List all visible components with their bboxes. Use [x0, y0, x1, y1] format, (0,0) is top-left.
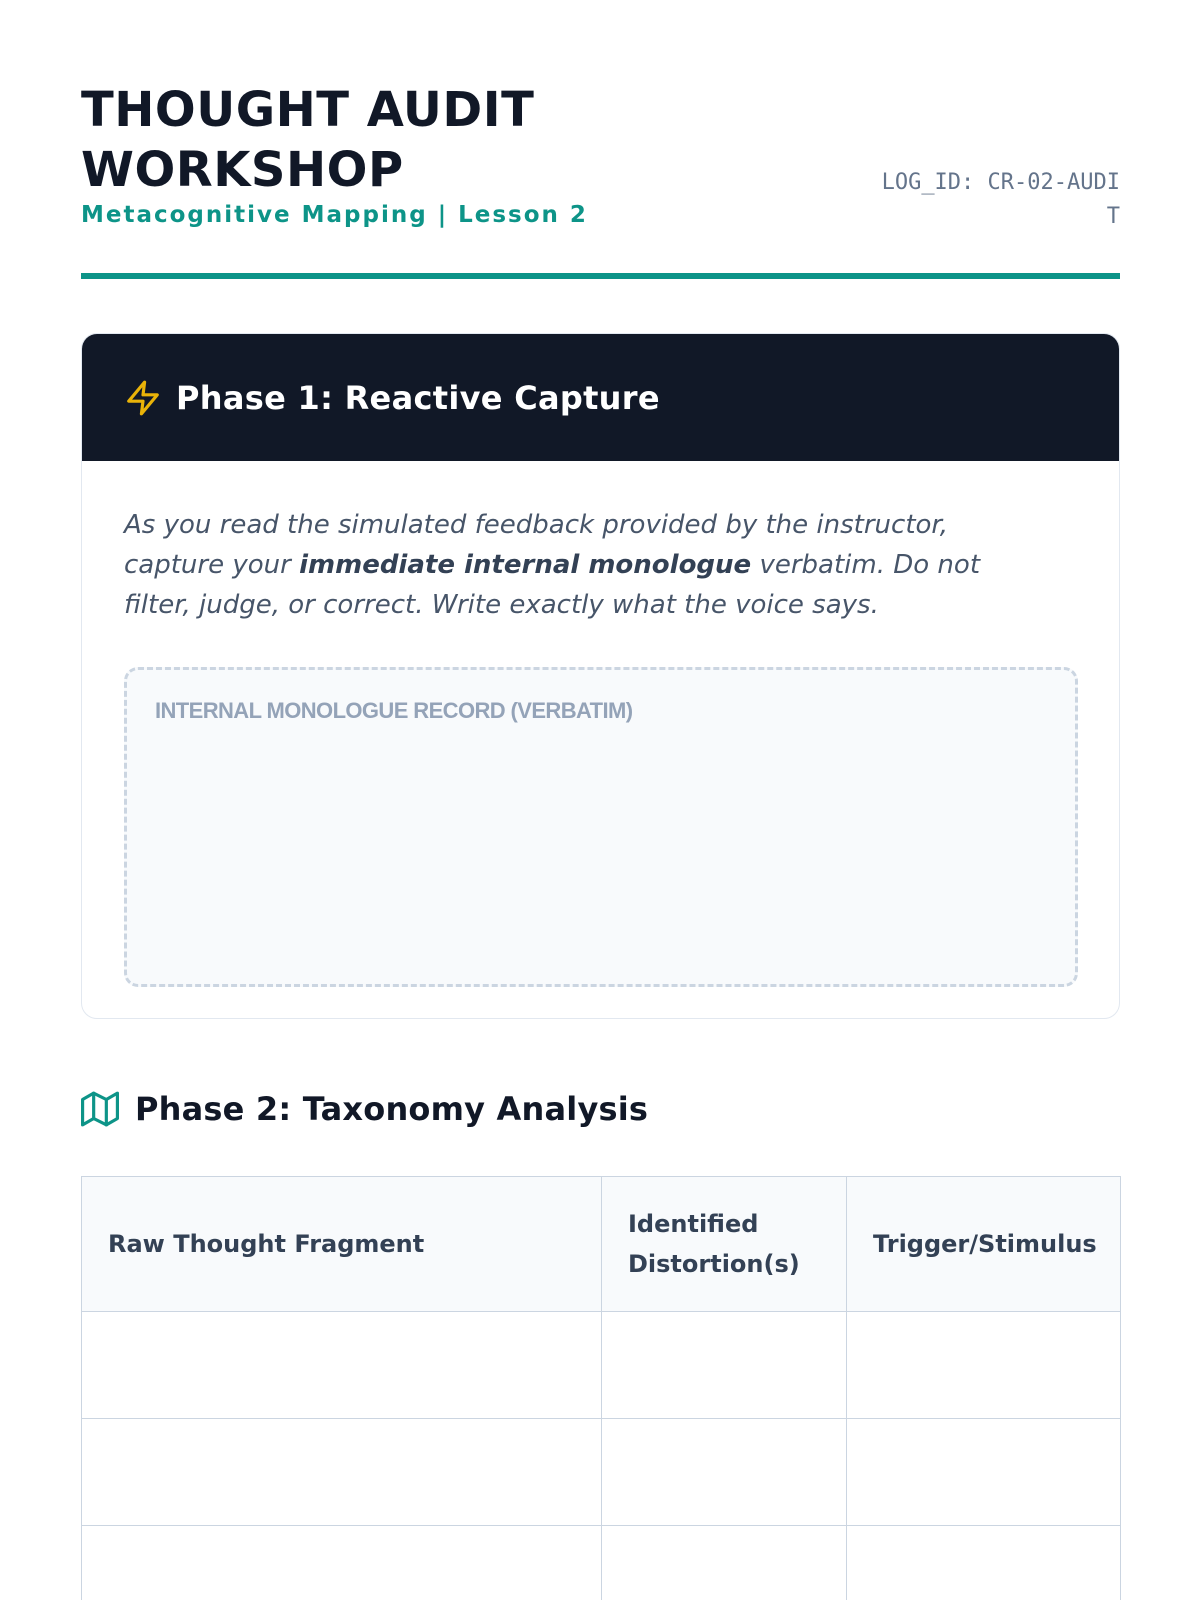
map-icon [81, 1090, 119, 1128]
lightning-icon [124, 379, 162, 417]
page-title: THOUGHT AUDIT WORKSHOP [81, 82, 535, 198]
table-cell[interactable] [82, 1312, 602, 1419]
worksheet-header [81, 0, 1120, 280]
page-subtitle: Metacognitive Mapping | Lesson 2 [81, 202, 588, 228]
table-cell[interactable] [847, 1312, 1121, 1419]
phase2-title: Phase 2: Taxonomy Analysis [135, 1090, 649, 1128]
phase1-card [81, 333, 1120, 1019]
table-row [82, 1419, 1121, 1526]
monologue-record-field[interactable] [124, 667, 1078, 987]
table-cell[interactable] [82, 1526, 602, 1600]
log-id: LOG_ID: CR-02-AUDIT [881, 170, 1120, 229]
table-cell[interactable] [847, 1526, 1121, 1600]
phase1-title: Phase 1: Reactive Capture [176, 378, 660, 417]
column-header-raw-thought: Raw Thought Fragment [82, 1177, 602, 1312]
taxonomy-table [81, 1176, 1121, 1600]
table-row [82, 1312, 1121, 1419]
phase1-header [82, 334, 1119, 461]
header-divider [81, 273, 1120, 279]
table-cell[interactable] [602, 1526, 847, 1600]
table-cell[interactable] [847, 1419, 1121, 1526]
table-cell[interactable] [82, 1419, 602, 1526]
monologue-record-label: INTERNAL MONOLOGUE RECORD (VERBATIM) [155, 698, 633, 723]
column-header-trigger: Trigger/Stimulus [847, 1177, 1121, 1312]
instructions-text-end: verbatim. Do not filter, judge, or correct. Write exactly what the voice says. [124, 550, 981, 620]
phase2-header [81, 1090, 648, 1128]
column-header-distortions: Identified Distortion(s) [602, 1177, 847, 1312]
instructions-text-start: As you read the simulated feedback provided by the instructor, capture your [124, 510, 948, 580]
table-header-row [82, 1177, 1121, 1312]
instructions-emphasis: immediate internal monologue [299, 550, 752, 580]
phase1-instructions [124, 505, 1044, 625]
worksheet-page [81, 0, 1120, 1278]
table-cell[interactable] [602, 1419, 847, 1526]
table-cell[interactable] [602, 1312, 847, 1419]
table-row [82, 1526, 1121, 1600]
phase1-body [82, 461, 1119, 987]
taxonomy-table-wrapper [81, 1176, 1120, 1600]
